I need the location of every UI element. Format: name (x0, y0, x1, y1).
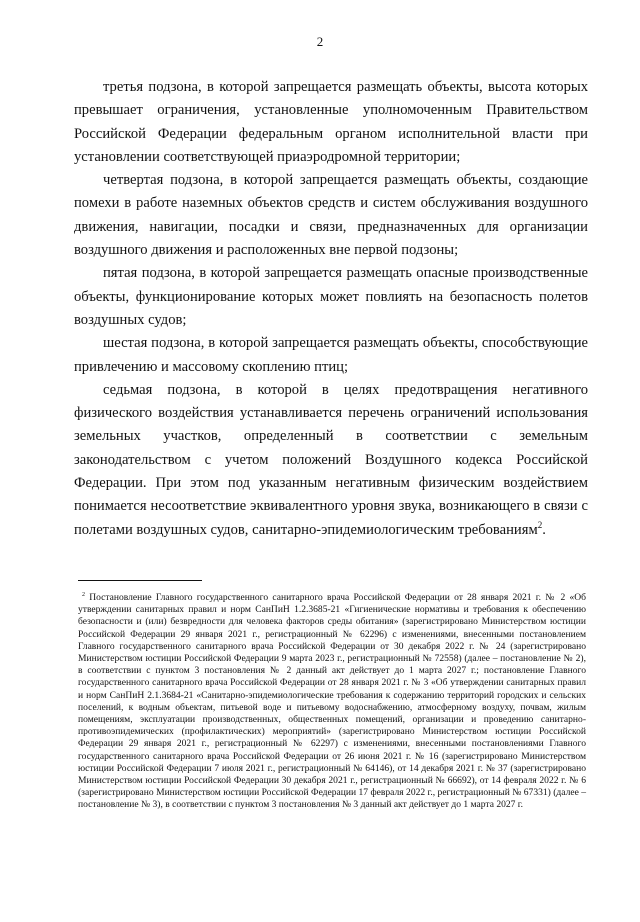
paragraph-subzone-4: четвертая подзона, в которой запрещается размещать объекты, создающие помехи в работе наземных объектов средств и систем обслуживания воздушного движения, навигации, посадки и связи, предназначенных для организации воздушного движения и расположенных вне первой подзоны; (74, 172, 588, 259)
paragraph-subzone-7 (74, 379, 588, 542)
paragraph-subzone-3: третья подзона, в которой запрещается размещать объекты, высота которых превышает ограничения, установленные уполномоченным Правительством Российской Федерации федеральным органом исполнительной власти при установлении соответствующей приаэродромной территории; (74, 79, 588, 165)
paragraph-subzone-5: пятая подзона, в которой запрещается размещать опасные производственные объекты, функционирование которых может повлиять на безопасность полетов воздушных судов; (74, 265, 588, 328)
footnote (78, 592, 586, 812)
page-number: 2 (316, 34, 324, 49)
footnote-marker: 2 (82, 591, 85, 598)
body-text (74, 76, 588, 542)
paragraph-subzone-6: шестая подзона, в которой запрещается размещать объекты, способствующие привлечению и массовому скоплению птиц; (74, 335, 588, 375)
paragraph-subzone-7-end: . (542, 521, 546, 538)
paragraph-subzone-7-text: седьмая подзона, в которой в целях предотвращения негативного физического воздействия устанавливается перечень ограничений использования земельных участков, определенный в соответствии с земельным законодательством с учетом положений Воздушного кодекса Российской Федерации. При этом под указанным негативным физическим воздействием понимается несоответствие эквивалентного уровня звука, возникающего в связи с полетами воздушных судов, санитарно-эпидемиологическим требованиям (74, 381, 588, 538)
footnote-divider (78, 580, 202, 581)
footnote-reference[interactable]: 2 (537, 519, 543, 530)
footnote-text: Постановление Главного государственного санитарного врача Российской Федерации от 28 января 2021 г. № 2 «Об утверждении санитарных правил и норм СанПиН 1.2.3685-21 «Гигиенические нормативы и требования к обеспечению безопасности и (или) безвредности для человека факторов среды обитания» (зарегистрировано Министерством юстиции Российской Федерации 29 января 2021 г., регистрационный № 62296) с изменениями, внесенными постановлением Главного государственного санитарного врача Российской Федерации от 30 декабря 2022 г. № 24 (зарегистрировано Министерством юстиции Российской Федерации 9 марта 2023 г., регистрационный № 72558) (далее – постановление № 2), в соответствии с пунктом 3 постановления № 2 данный акт действует до 1 марта 2027 г.; постановление Главного государственного санитарного врача Российской Федерации от 28 января 2021 г. № 3 «Об утверждении санитарных правил и норм СанПиН 2.1.3684-21 «Санитарно-эпидемиологические требования к содержанию территорий городских и сельских поселений, к водным объектам, питьевой воде и питьевому водоснабжению, атмосферному воздуху, почвам, жилым помещениям, эксплуатации производственных, общественных помещений, организации и проведению санитарно-противоэпидемических (профилактических) мероприятий» (зарегистрировано Министерством юстиции Российской Федерации 29 января 2021 г., регистрационный № 62297) с изменениями, внесенными постановлениями Главного государственного санитарного врача Российской Федерации от 26 июня 2021 г. № 16 (зарегистрировано Министерством юстиции Российской Федерации 7 июля 2021 г., регистрационный № 64146), от 14 декабря 2021 г. № 37 (зарегистрировано Министерством юстиции Российской Федерации 30 декабря 2021 г., регистрационный № 66692), от 14 февраля 2022 г. № 6 (зарегистрировано Министерством юстиции Российской Федерации 17 февраля 2022 г., регистрационный № 67331) (далее – постановление № 3), в соответствии с пунктом 3 постановления № 3 данный акт действует до 1 марта 2027 г. (78, 592, 586, 811)
